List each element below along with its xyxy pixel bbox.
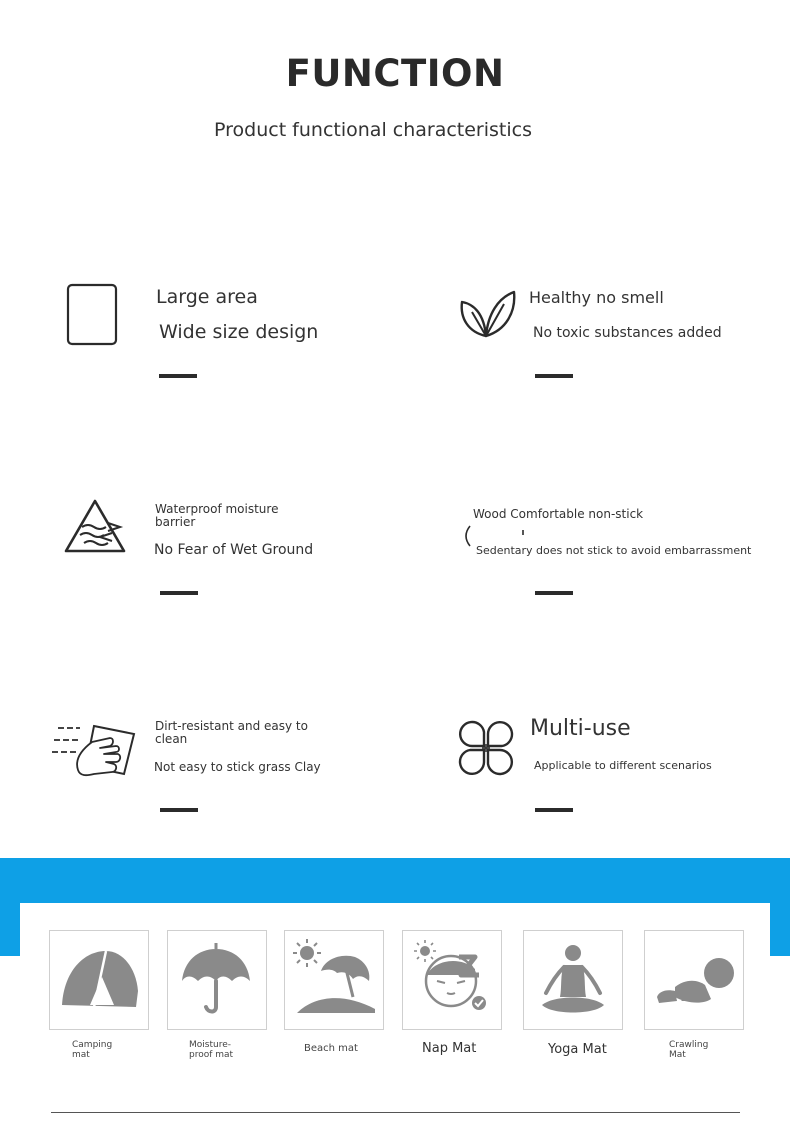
scene-camping [49, 930, 149, 1030]
feature-title: Wood Comfortable non-stick [473, 507, 644, 521]
scene-yoga [523, 930, 623, 1030]
divider-dash [160, 808, 198, 812]
divider-dash [535, 374, 573, 378]
feature-title: Multi-use [530, 716, 631, 741]
scene-crawling [644, 930, 744, 1030]
divider-dash [159, 374, 197, 378]
divider-dash [535, 591, 573, 595]
tent-icon [50, 931, 148, 1029]
divider-dash [160, 591, 198, 595]
divider-dash [535, 808, 573, 812]
beach-icon [285, 931, 383, 1029]
umbrella-icon [168, 931, 266, 1029]
scene-label: Nap Mat [422, 1041, 477, 1056]
feature-subtitle: No Fear of Wet Ground [154, 542, 314, 558]
scene-moisture-proof [167, 930, 267, 1030]
scene-nap [402, 930, 502, 1030]
clover-icon [456, 718, 516, 778]
scene-beach [284, 930, 384, 1030]
leaf-icon [458, 288, 518, 340]
feature-subtitle: Wide size design [159, 321, 319, 343]
page-subtitle: Product functional characteristics [214, 119, 532, 141]
crawling-baby-icon [645, 931, 743, 1029]
rectangle-outline-icon [66, 283, 118, 347]
feature-subtitle: Applicable to different scenarios [534, 759, 712, 772]
yoga-icon [524, 931, 622, 1029]
feature-subtitle: No toxic substances added [533, 325, 722, 341]
feature-subtitle: Not easy to stick grass Clay [154, 760, 321, 774]
page-title: FUNCTION [285, 52, 505, 95]
feature-title: Dirt-resistant and easy to clean [155, 719, 308, 746]
feature-title: Healthy no smell [529, 288, 664, 307]
feature-subtitle: Sedentary does not stick to avoid embarrassment [476, 544, 752, 557]
hand-wipe-icon [50, 718, 138, 784]
sleep-icon [403, 931, 501, 1029]
scene-label: Beach mat [304, 1043, 358, 1054]
feature-title: Large area [156, 286, 258, 308]
scene-label: Camping mat [72, 1040, 113, 1060]
scene-label: Crawling Mat [669, 1040, 709, 1060]
waterproof-triangle-icon [62, 497, 128, 555]
feature-title: Waterproof moisture barrier [155, 502, 279, 529]
scene-label: Moisture-proof mat [189, 1040, 234, 1060]
scene-label: Yoga Mat [548, 1042, 607, 1057]
bottom-divider [51, 1112, 740, 1113]
